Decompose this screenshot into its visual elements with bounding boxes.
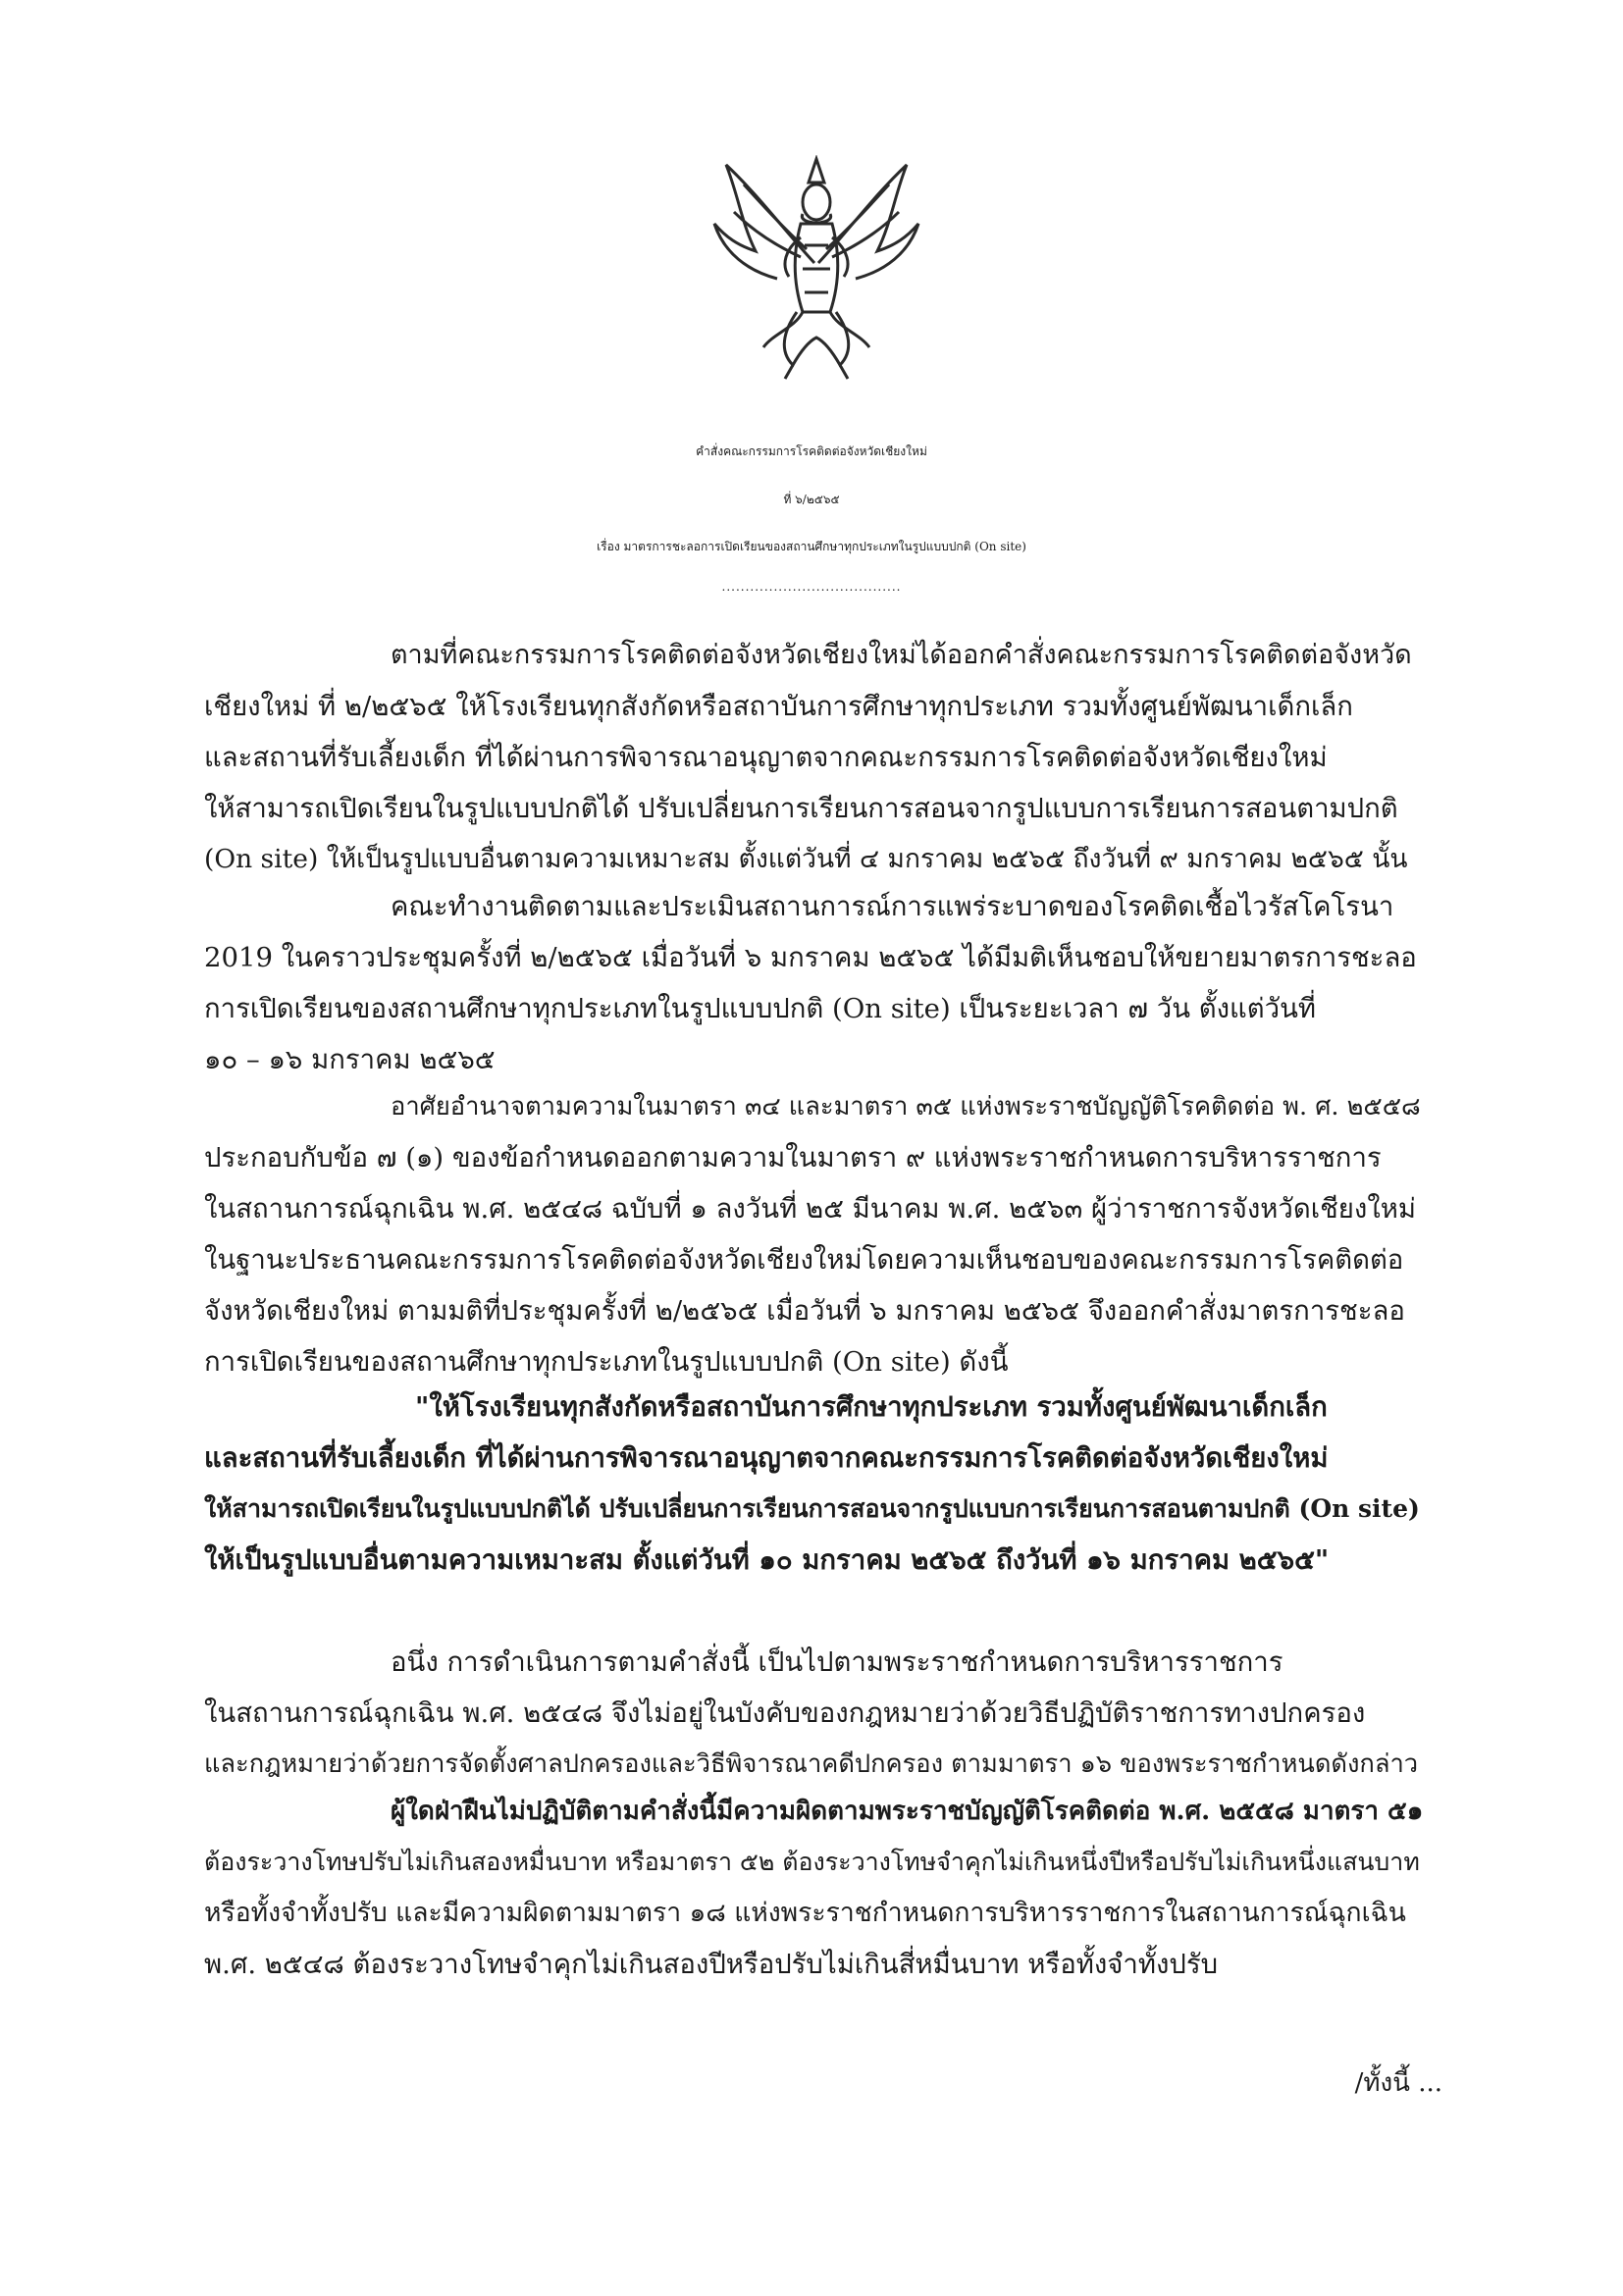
- text-line: เชียงใหม่ ที่ ๒/๒๕๖๕ ให้โรงเรียนทุกสังกัดหรือสถาบันการศึกษาทุกประเภท รวมทั้งศูนย์พัฒนาเด็กเล็ก: [204, 691, 1353, 722]
- order-subject: เรื่อง มาตรการชะลอการเปิดเรียนของสถานศึกษาทุกประเภทในรูปแบบปกติ (On site): [597, 540, 1026, 553]
- paragraph-order-clause: [204, 1382, 1423, 1586]
- text-line: จังหวัดเชียงใหม่ ตามมติที่ประชุมครั้งที่ ๒/๒๕๖๕ เมื่อวันที่ ๖ มกราคม ๒๕๖๕ จึงออกคำสั่งมาตรการชะลอ: [204, 1295, 1405, 1327]
- text-line: และสถานที่รับเลี้ยงเด็ก ที่ได้ผ่านการพิจารณาอนุญาตจากคณะกรรมการโรคติดต่อจังหวัดเชียงใหม่: [204, 1442, 1329, 1474]
- text-line: คณะทำงานติดตามและประเมินสถานการณ์การแพร่ระบาดของโรคติดเชื้อไวรัสโคโรนา: [391, 891, 1394, 922]
- text-line: อนึ่ง การดำเนินการตามคำสั่งนี้ เป็นไปตามพระราชกำหนดการบริหารราชการ: [391, 1646, 1283, 1678]
- text-line: (On site) ให้เป็นรูปแบบอื่นตามความเหมาะสม ตั้งแต่วันที่ ๔ มกราคม ๒๕๖๕ ถึงวันที่ ๙ มกราคม ๒๕๖๕ นั้น: [204, 844, 1408, 874]
- paragraph-legal-authority: [204, 1081, 1423, 1387]
- paragraph-background: [204, 630, 1423, 885]
- text-line: พ.ศ. ๒๕๔๘ ต้องระวางโทษจำคุกไม่เกินสองปีหรือปรับไม่เกินสี่หมื่นบาท หรือทั้งจำทั้งปรับ: [204, 1949, 1219, 1980]
- paragraph-penalties: [204, 1786, 1423, 1990]
- text-line: หรือทั้งจำทั้งปรับ และมีความผิดตามมาตรา ๑๘ แห่งพระราชกำหนดการบริหารราชการในสถานการณ์ฉุกเฉิน: [204, 1898, 1406, 1928]
- text-line: ให้สามารถเปิดเรียนในรูปแบบปกติได้ ปรับเปลี่ยนการเรียนการสอนจากรูปแบบการเรียนการสอนตามปกติ (On site): [204, 1494, 1420, 1523]
- text-line: ในสถานการณ์ฉุกเฉิน พ.ศ. ๒๕๔๘ ฉบับที่ ๑ ลงวันที่ ๒๕ มีนาคม พ.ศ. ๒๕๖๓ ผู้ว่าราชการจังหวัดเชียงใหม่: [204, 1193, 1417, 1225]
- text-line: ต้องระวางโทษปรับไม่เกินสองหมื่นบาท หรือมาตรา ๕๒ ต้องระวางโทษจำคุกไม่เกินหนึ่งปีหรือปรับไม่เกินหนึ่งแสนบาท: [204, 1848, 1420, 1876]
- text-line: ให้เป็นรูปแบบอื่นตามความเหมาะสม ตั้งแต่วันที่ ๑๐ มกราคม ๒๕๖๕ ถึงวันที่ ๑๖ มกราคม ๒๕๖๕": [204, 1544, 1330, 1576]
- paragraph-legal-note: [204, 1637, 1423, 1790]
- text-line: ประกอบกับข้อ ๗ (๑) ของข้อกำหนดออกตามความในมาตรา ๙ แห่งพระราชกำหนดการบริหารราชการ: [204, 1142, 1382, 1174]
- text-line: ๑๐ – ๑๖ มกราคม ๒๕๖๕: [204, 1044, 496, 1075]
- text-line: ในฐานะประธานคณะกรรมการโรคติดต่อจังหวัดเชียงใหม่โดยความเห็นชอบของคณะกรรมการโรคติดต่อ: [204, 1244, 1404, 1276]
- text-line: ในสถานการณ์ฉุกเฉิน พ.ศ. ๒๕๔๘ จึงไม่อยู่ในบังคับของกฎหมายว่าด้วยวิธีปฏิบัติราชการทางปกครอง: [204, 1697, 1366, 1729]
- text-line: "ให้โรงเรียนทุกสังกัดหรือสถาบันการศึกษาทุกประเภท รวมทั้งศูนย์พัฒนาเด็กเล็ก: [415, 1391, 1328, 1423]
- text-line: ตามที่คณะกรรมการโรคติดต่อจังหวัดเชียงใหม่ได้ออกคำสั่งคณะกรรมการโรคติดต่อจังหวัด: [391, 640, 1412, 670]
- text-line: การเปิดเรียนของสถานศึกษาทุกประเภทในรูปแบบปกติ (On site) เป็นระยะเวลา ๗ วัน ตั้งแต่วันที่: [204, 993, 1317, 1024]
- text-line: ให้สามารถเปิดเรียนในรูปแบบปกติได้ ปรับเปลี่ยนการเรียนการสอนจากรูปแบบการเรียนการสอนตามปกติ: [204, 793, 1398, 824]
- text-line: และกฎหมายว่าด้วยการจัดตั้งศาลปกครองและวิธีพิจารณาคดีปกครอง ตามมาตรา ๑๖ ของพระราชกำหนดดังกล่าว: [204, 1749, 1419, 1779]
- order-number: ที่ ๖/๒๕๖๕: [783, 493, 840, 506]
- text-line: การเปิดเรียนของสถานศึกษาทุกประเภทในรูปแบบปกติ (On site) ดังนี้: [204, 1346, 1009, 1378]
- text-line: 2019 ในคราวประชุมครั้งที่ ๒/๒๕๖๕ เมื่อวันที่ ๖ มกราคม ๒๕๖๕ ได้มีมติเห็นชอบให้ขยายมาตรการชะลอ: [204, 942, 1417, 973]
- header-separator: ......................................: [721, 580, 902, 594]
- page-continuation: /ทั้งนี้ ...: [1354, 2068, 1442, 2098]
- text-line: อาศัยอำนาจตามความในมาตรา ๓๔ และมาตรา ๓๕ แห่งพระราชบัญญัติโรคติดต่อ พ. ศ. ๒๕๕๘: [391, 1092, 1421, 1122]
- order-title: คำสั่งคณะกรรมการโรคติดต่อจังหวัดเชียงใหม่: [696, 444, 927, 458]
- paragraph-committee-resolution: [204, 881, 1423, 1085]
- text-line: และสถานที่รับเลี้ยงเด็ก ที่ได้ผ่านการพิจารณาอนุญาตจากคณะกรรมการโรคติดต่อจังหวัดเชียงใหม่: [204, 742, 1328, 773]
- garuda-emblem-icon: [699, 155, 934, 383]
- text-line: ผู้ใดฝ่าฝืนไม่ปฏิบัติตามคำสั่งนี้มีความผิดตามพระราชบัญญัติโรคติดต่อ พ.ศ. ๒๕๕๘ มาตรา ๕๑: [391, 1797, 1423, 1826]
